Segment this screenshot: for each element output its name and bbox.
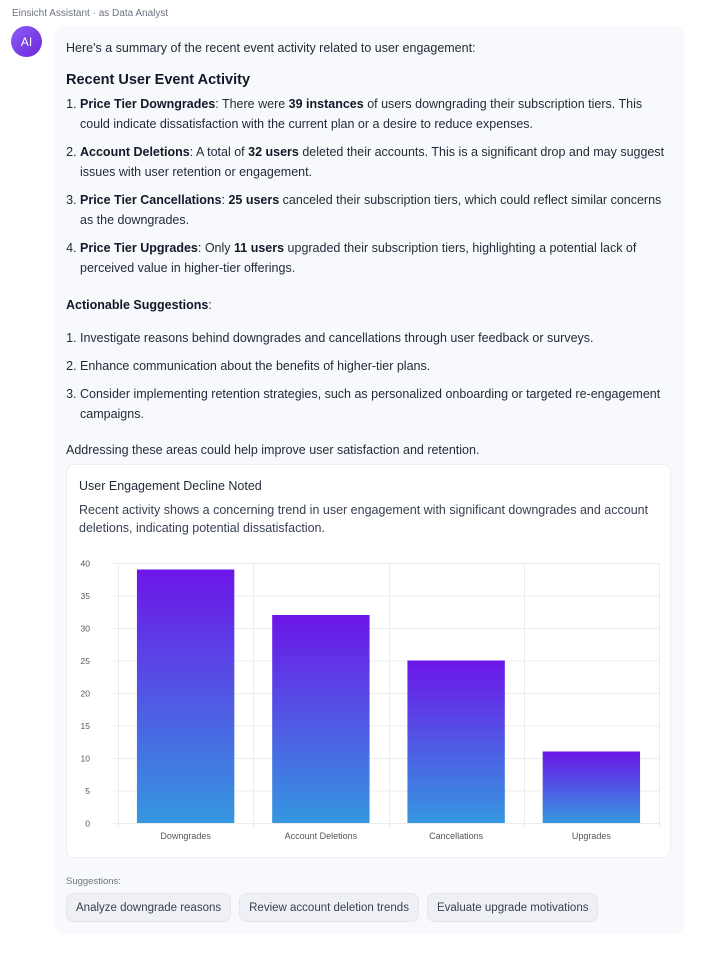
item-count: 32 users — [248, 145, 299, 159]
y-tick-label: 5 — [85, 786, 90, 796]
item-title: Price Tier Upgrades — [80, 241, 198, 255]
item-text: : A total of — [189, 145, 249, 159]
x-tick-label: Cancellations — [429, 831, 484, 841]
list-item: 1. Investigate reasons behind downgrades and cancellations through user feedback or surveys. — [80, 328, 666, 348]
list-item — [80, 142, 666, 182]
y-tick-label: 40 — [80, 558, 90, 569]
bar — [407, 661, 504, 824]
suggestions-label: Suggestions: — [66, 876, 121, 887]
item-text: : There were — [215, 97, 289, 111]
bar-chart — [67, 465, 672, 859]
y-tick-label: 35 — [80, 591, 90, 601]
y-tick-label: 0 — [85, 818, 90, 829]
suggestion-chip-upgrade[interactable]: Evaluate upgrade motivations — [427, 893, 599, 922]
item-text: upgraded their subscription tiers, highlighting a potential lack of perceived value in higher-tier offerings. — [80, 241, 637, 275]
message-intro: Here's a summary of the recent event activity related to user engagement: — [66, 41, 476, 55]
item-title: Price Tier Downgrades — [80, 97, 216, 111]
y-tick-label: 30 — [80, 623, 90, 634]
event-activity-list — [66, 94, 666, 278]
message-content — [66, 38, 666, 460]
suggestions-title: Actionable Suggestions — [66, 298, 209, 312]
item-text: of users downgrading their subscription tiers. This could indicate dissatisfaction with the current plan or a desire to reduce expenses. — [80, 97, 643, 131]
bar — [272, 615, 369, 823]
assistant-message-bubble — [54, 26, 684, 934]
insight-card — [66, 464, 671, 858]
list-item: 3. Consider implementing retention strategies, such as personalized onboarding or targeted re-engagement campaigns. — [80, 384, 666, 424]
card-description: Recent activity shows a concerning trend in user engagement with significant downgrades and account deletions, indicating potential dissatisfaction. — [79, 503, 649, 535]
x-tick-label: Upgrades — [571, 831, 611, 841]
x-tick-label: Downgrades — [160, 831, 211, 841]
item-text: : Only — [197, 241, 235, 255]
sender-label: Einsicht Assistant · as Data Analyst — [12, 8, 169, 19]
suggestion-chips — [66, 893, 598, 922]
item-title: Account Deletions — [80, 145, 190, 159]
message-closing: Addressing these areas could help improve user satisfaction and retention. — [66, 443, 480, 457]
list-item: 2. Enhance communication about the benefits of higher-tier plans. — [80, 356, 666, 376]
item-text: : — [221, 193, 229, 207]
item-title: Price Tier Cancellations — [80, 193, 222, 207]
item-text: deleted their accounts. This is a significant drop and may suggest issues with user retention or engagement. — [80, 145, 665, 179]
suggestion-chip-downgrade[interactable]: Analyze downgrade reasons — [66, 893, 231, 922]
suggestions-list — [66, 328, 666, 424]
item-count: 11 users — [234, 241, 285, 255]
assistant-avatar: AI — [11, 26, 42, 57]
y-tick-label: 10 — [80, 753, 90, 764]
list-item — [80, 190, 666, 230]
bar — [543, 752, 640, 824]
card-title: User Engagement Decline Noted — [79, 479, 262, 493]
x-tick-label: Account Deletions — [284, 831, 358, 841]
item-count: 25 users — [228, 193, 280, 207]
item-count: 39 instances — [288, 97, 364, 111]
y-tick-label: 25 — [80, 656, 90, 666]
list-item — [80, 238, 666, 278]
item-text: canceled their subscription tiers, which could reflect similar concerns as the downgrades. — [80, 193, 662, 227]
y-tick-label: 15 — [80, 721, 90, 731]
suggestions-heading — [66, 295, 666, 315]
suggestions-colon: : — [208, 298, 212, 312]
message-heading: Recent User Event Activity — [66, 72, 251, 88]
list-item — [80, 94, 666, 134]
bar — [137, 570, 234, 824]
suggestion-chip-deletion[interactable]: Review account deletion trends — [239, 893, 419, 922]
y-tick-label: 20 — [80, 688, 90, 699]
